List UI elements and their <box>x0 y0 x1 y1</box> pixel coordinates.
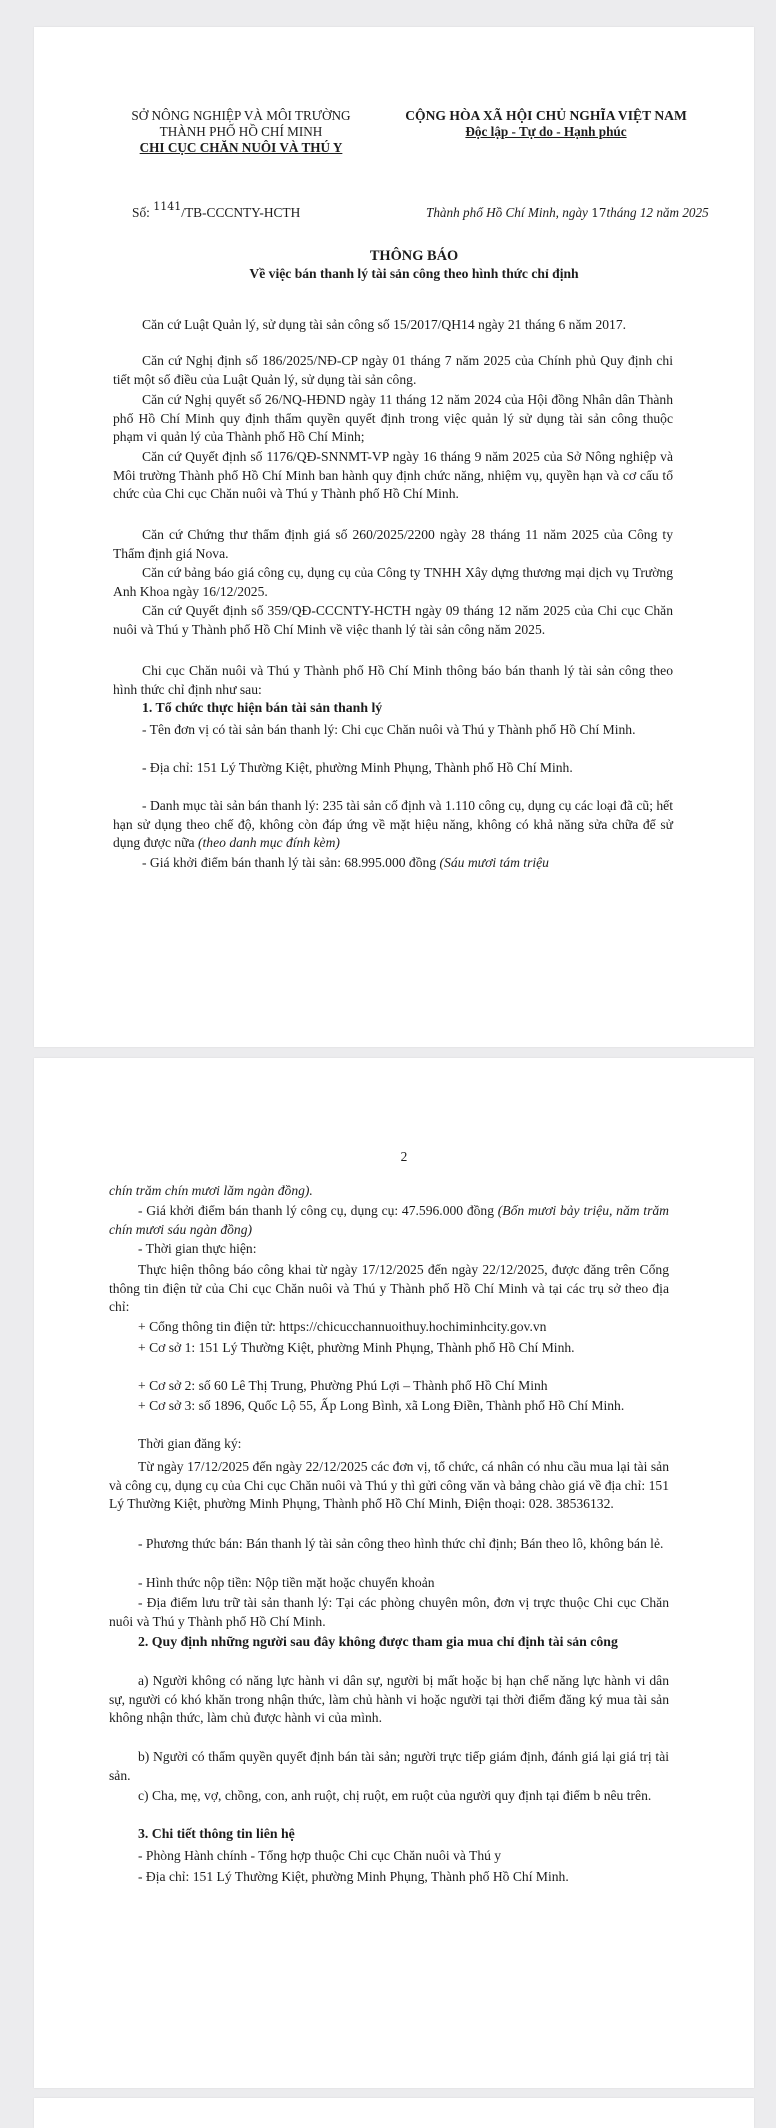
paragraph: Căn cứ Chứng thư thẩm định giá số 260/2025/2200 ngày 28 tháng 11 năm 2025 của Công ty Thẩm định giá Nova. <box>113 527 673 561</box>
tools-price-text: - Giá khởi điểm bán thanh lý công cụ, dụng cụ: 47.596.000 đồng <box>138 1203 495 1218</box>
doc-no-label: Số: <box>132 205 150 220</box>
line: - Hình thức nộp tiền: Nộp tiền mặt hoặc chuyển khoản <box>138 1575 435 1590</box>
page-number: 2 <box>400 1149 408 1164</box>
national-title: CỘNG HÒA XÃ HỘI CHỦ NGHĨA VIỆT NAM <box>405 108 687 123</box>
section-1-heading: 1. Tổ chức thực hiện bán tài sản thanh lý <box>142 700 383 715</box>
asset-price-item <box>113 854 673 873</box>
document-page-2 <box>34 1058 754 2088</box>
section-3-heading: 3. Chi tiết thông tin liên hệ <box>138 1826 295 1841</box>
place-date-prefix: Thành phố Hồ Chí Minh, ngày <box>426 205 588 220</box>
date-day-handwritten: 17 <box>591 206 607 220</box>
list-item: - Tên đơn vị có tài sản bán thanh lý: Chi cục Chăn nuôi và Thú y Thành phố Hồ Chí Minh. <box>142 722 636 737</box>
line: + Cơ sở 2: số 60 Lê Thị Trung, Phường Phú Lợi – Thành phố Hồ Chí Minh <box>138 1378 548 1393</box>
line: - Địa điểm lưu trữ tài sản thanh lý: Tại các phòng chuyên môn, đơn vị trực thuộc Chi cục Chăn nuôi và Thú y Thành phố Hồ Chí Minh. <box>109 1595 669 1629</box>
line: + Cổng thông tin điện tử: https://chicucchannuoithuy.hochiminhcity.gov.vn <box>138 1319 547 1334</box>
document-page-3 <box>34 2098 754 2128</box>
asset-price-words: (Sáu mươi tám triệu <box>439 855 549 870</box>
document-subtitle: Về việc bán thanh lý tài sản công theo hình thức chỉ định <box>249 266 579 281</box>
line: Thực hiện thông báo công khai từ ngày 17/12/2025 đến ngày 22/12/2025, được đăng trên Cổng thông tin điện tử của Chi cục Chăn nuôi và Thú y Thành phố Hồ Chí Minh và tại các trụ sở theo địa chỉ: <box>109 1262 669 1314</box>
asset-price-text: - Giá khởi điểm bán thanh lý tài sản: 68.995.000 đồng <box>142 855 437 870</box>
paragraph: Căn cứ Quyết định số 359/QĐ-CCCNTY-HCTH ngày 09 tháng 12 năm 2025 của Chi cục Chăn nuôi và Thú y Thành phố Hồ Chí Minh về việc thanh lý tài sản công năm 2025. <box>113 603 673 637</box>
national-motto: Độc lập - Tự do - Hạnh phúc <box>465 124 627 139</box>
document-page-1 <box>34 27 754 1047</box>
doc-no-suffix: /TB-CCCNTY-HCTH <box>181 205 301 220</box>
place-date <box>426 205 709 221</box>
document-title: THÔNG BÁO <box>369 248 459 264</box>
list-item: - Địa chỉ: 151 Lý Thường Kiệt, phường Minh Phụng, Thành phố Hồ Chí Minh. <box>138 1869 569 1884</box>
paragraph: Căn cứ Nghị quyết số 26/NQ-HĐND ngày 11 tháng 12 năm 2024 của Hội đồng Nhân dân Thành phố Hồ Chí Minh quy định thẩm quyền quyết định trong việc quản lý sử dụng tài sản công thuộc phạm vi quản lý của Thành phố Hồ Chí Minh; <box>113 392 673 444</box>
list-item: a) Người không có năng lực hành vi dân sự, người bị mất hoặc bị hạn chế năng lực hành vi dân sự, người có khó khăn trong nhận thức, làm chủ hành vi hoặc người tại thời điểm đăng ký mua tài sản không nhận thức, làm chủ được hành vi của mình. <box>109 1673 669 1725</box>
line: + Cơ sở 3: số 1896, Quốc Lộ 55, Ấp Long Bình, xã Long Điền, Thành phố Hồ Chí Minh. <box>138 1398 625 1413</box>
place-date-suffix: tháng 12 năm 2025 <box>606 205 709 220</box>
section-2-heading: 2. Quy định những người sau đây không được tham gia mua chỉ định tài sản công <box>138 1634 618 1649</box>
line: - Thời gian thực hiện: <box>138 1241 257 1256</box>
list-item: b) Người có thẩm quyền quyết định bán tài sản; người trực tiếp giám định, đánh giá lại giá trị tài sản. <box>109 1749 669 1783</box>
price-words-continuation: chín trăm chín mươi lăm ngàn đồng). <box>109 1183 313 1198</box>
paragraph: Căn cứ Nghị định số 186/2025/NĐ-CP ngày 01 tháng 7 năm 2025 của Chính phủ Quy định chi tiết một số điều của Luật Quản lý, sử dụng tài sản công. <box>113 353 673 387</box>
agency-line-1: SỞ NÔNG NGHIỆP VÀ MÔI TRƯỜNG <box>131 108 351 123</box>
line: Từ ngày 17/12/2025 đến ngày 22/12/2025 các đơn vị, tổ chức, cá nhân có nhu cầu mua lại tài sản và công cụ, dụng cụ của Chi cục Chăn nuôi và Thú y thì gửi công văn và bảng chào giá về địa chỉ: 151 Lý Thường Kiệt, phường Minh Phụng, Thành phố Hồ Chí Minh, Điện thoại: 028. 38536132. <box>109 1459 669 1511</box>
line: + Cơ sở 1: 151 Lý Thường Kiệt, phường Minh Phụng, Thành phố Hồ Chí Minh. <box>138 1340 575 1355</box>
paragraph: Chi cục Chăn nuôi và Thú y Thành phố Hồ Chí Minh thông báo bán thanh lý tài sản công theo hình thức chỉ định như sau: <box>113 663 673 697</box>
tools-price-item <box>109 1202 669 1239</box>
paragraph: Căn cứ Luật Quản lý, sử dụng tài sản công số 15/2017/QH14 ngày 21 tháng 6 năm 2017. <box>142 317 627 332</box>
tools-price-words: (Bốn mươi bảy triệu, năm trăm chín mươi sáu ngàn đồng) <box>109 1203 669 1237</box>
paragraph: Căn cứ bảng báo giá công cụ, dụng cụ của Công ty TNHH Xây dựng thương mại dịch vụ Trường Anh Khoa ngày 16/12/2025. <box>113 565 673 599</box>
line: Thời gian đăng ký: <box>138 1436 242 1451</box>
asset-list-text: - Danh mục tài sản bán thanh lý: 235 tài sản cố định và 1.110 công cụ, dụng cụ các loại đã cũ; hết hạn sử dụng theo chế độ, không còn đáp ứng về mặt hiệu năng, không có khả năng sửa chữa để sử dụng được nữa <box>113 798 673 850</box>
list-item: - Phòng Hành chính - Tổng hợp thuộc Chi cục Chăn nuôi và Thú y <box>138 1848 502 1863</box>
agency-line-3: CHI CỤC CHĂN NUÔI VÀ THÚ Y <box>139 140 343 155</box>
line: - Phương thức bán: Bán thanh lý tài sản công theo hình thức chỉ định; Bán theo lô, không bán lẻ. <box>138 1536 664 1551</box>
asset-list-item <box>113 797 673 853</box>
paragraph: Căn cứ Quyết định số 1176/QĐ-SNNMT-VP ngày 16 tháng 9 năm 2025 của Sở Nông nghiệp và Môi trường Thành phố Hồ Chí Minh ban hành quy định chức năng, nhiệm vụ, quyền hạn và cơ cấu tổ chức của Chi cục Chăn nuôi và Thú y Thành phố Hồ Chí Minh. <box>113 449 673 501</box>
list-item: - Địa chỉ: 151 Lý Thường Kiệt, phường Minh Phụng, Thành phố Hồ Chí Minh. <box>142 760 573 775</box>
list-item: c) Cha, mẹ, vợ, chồng, con, anh ruột, chị ruột, em ruột của người quy định tại điểm b nêu trên. <box>138 1788 652 1803</box>
asset-list-note: (theo danh mục đính kèm) <box>197 835 340 850</box>
doc-no-handwritten: 1141 <box>153 200 182 213</box>
document-number <box>132 200 301 221</box>
agency-line-2: THÀNH PHỐ HỒ CHÍ MINH <box>159 124 323 139</box>
